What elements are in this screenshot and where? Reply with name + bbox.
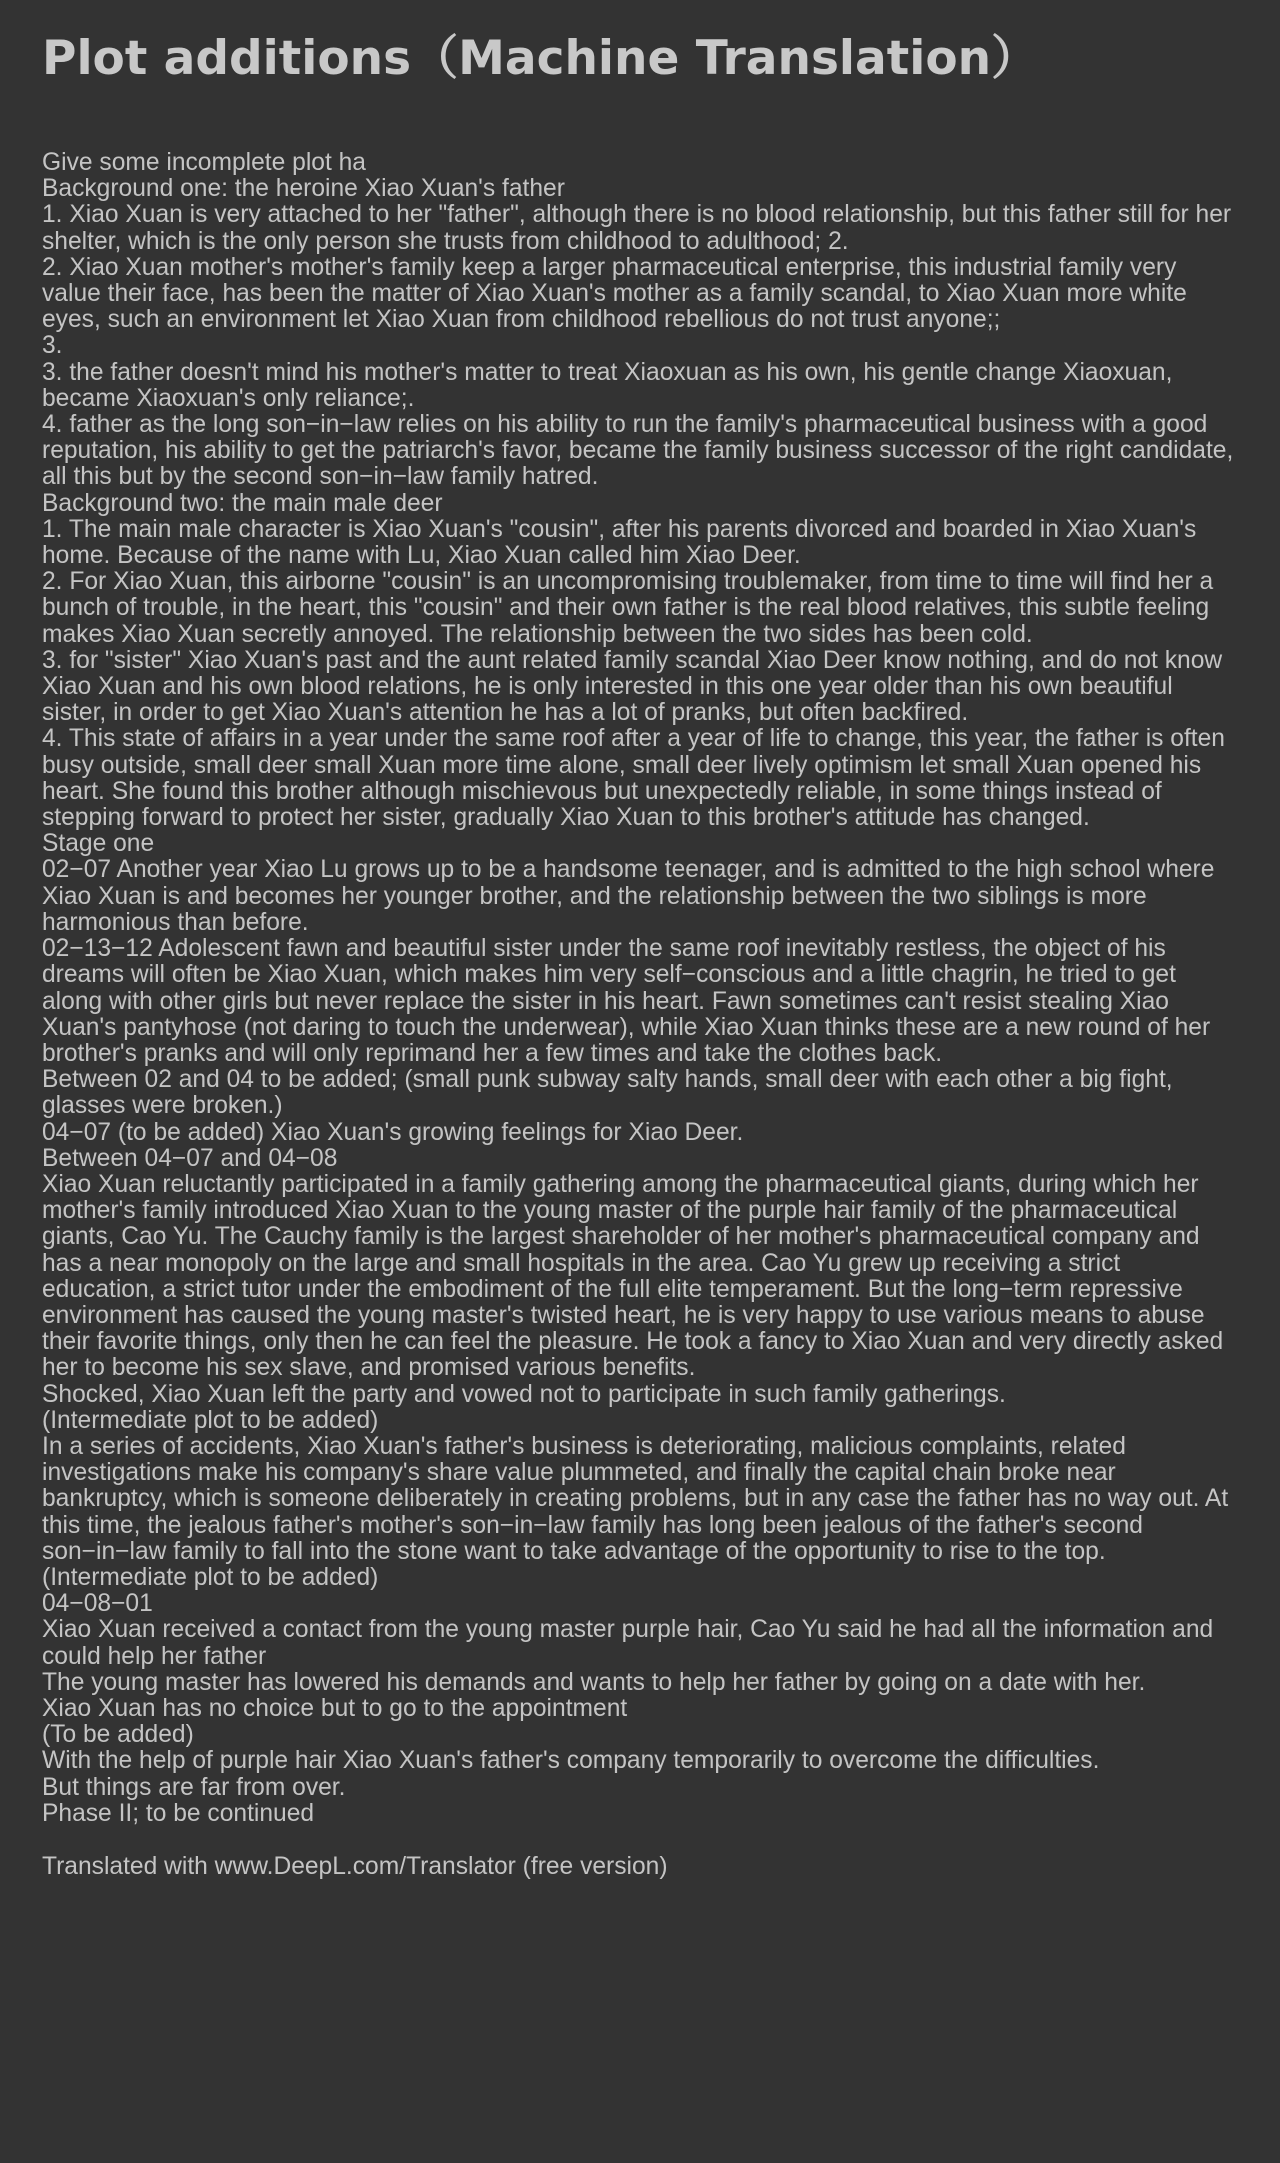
paragraph: 4. father as the long son−in−law relies on his ability to run the family's pharmaceutical business with a good reputation, his ability to get the patriarch's favor, became the family business successor of the right candidate, all this but by the second son−in−law family hatred.: [42, 411, 1234, 491]
paragraph: (To be added): [42, 1721, 194, 1749]
paragraph: With the help of purple hair Xiao Xuan's father's company temporarily to overcome the difficulties.: [42, 1747, 1100, 1775]
paragraph: 04−08−01: [42, 1590, 153, 1618]
paragraph: The young master has lowered his demands and wants to help her father by going on a date with her.: [42, 1668, 1146, 1696]
paragraph: Xiao Xuan received a contact from the young master purple hair, Cao Yu said he had all the information and could help her father: [42, 1616, 1214, 1670]
paragraph: 02−07 Another year Xiao Lu grows up to be a handsome teenager, and is admitted to the high school where Xiao Xuan is and becomes her younger brother, and the relationship between the two siblings is more harmonious than before.: [42, 856, 1215, 936]
paragraph: Give some incomplete plot ha: [42, 149, 366, 176]
paragraph: Xiao Xuan reluctantly participated in a family gathering among the pharmaceutical giants, during which her mother's family introduced Xiao Xuan to the young master of the purple hair family of the pharmaceutical giants, Cao Yu. The Cauchy family is the largest shareholder of her mother's pharmaceutical company and has a near monopoly on the large and small hospitals in the area. Cao Yu grew up receiving a strict education, a strict tutor under the embodiment of the full elite temperament. But the long−term repressive environment has caused the young master's twisted heart, he is very happy to use various means to abuse their favorite things, only then he can feel the pleasure. He took a fancy to Xiao Xuan and very directly asked her to become his sex slave, and promised various benefits.: [42, 1170, 1224, 1382]
paragraph: Phase II; to be continued: [42, 1799, 315, 1827]
paragraph: Between 04−07 and 04−08: [42, 1144, 338, 1172]
paragraph: 04−07 (to be added) Xiao Xuan's growing feelings for Xiao Deer.: [42, 1118, 744, 1146]
paragraph: In a series of accidents, Xiao Xuan's father's business is deteriorating, malicious complaints, related investigations make his company's share value plummeted, and finally the capital chain broke near bankruptcy, which is someone deliberately in creating problems, but in any case the father has no way out. At this time, the jealous father's mother's son−in−law family has long been jealous of the father's second son−in−law family to fall into the stone want to take advantage of the opportunity to rise to the top.: [42, 1432, 1229, 1565]
paragraph: 3. for "sister" Xiao Xuan's past and the aunt related family scandal Xiao Deer know nothing, and do not know Xiao Xuan and his own blood relations, he is only interested in this one year older than his own beautiful sister, in order to get Xiao Xuan's attention he has a lot of pranks, but often backfired.: [42, 646, 1223, 727]
paragraph: Xiao Xuan has no choice but to go to the appointment: [42, 1694, 628, 1722]
paragraph: 1. Xiao Xuan is very attached to her "father", although there is no blood relationship, but this father still for her shelter, which is the only person she trusts from childhood to adulthood; 2.: [42, 201, 1232, 255]
paragraph: (Intermediate plot to be added): [42, 1563, 379, 1591]
paragraph: Stage one: [42, 830, 155, 858]
paragraph: Background two: the main male deer: [42, 489, 443, 517]
paragraph: 1. The main male character is Xiao Xuan's "cousin", after his parents divorced and boarded in Xiao Xuan's home. Because of the name with Lu, Xiao Xuan called him Xiao Deer.: [42, 515, 1197, 570]
paragraph: Between 02 and 04 to be added; (small punk subway salty hands, small deer with each other a big fight, glasses were broken.): [42, 1066, 1173, 1120]
page-title: Plot additions（Machine Translation）: [42, 31, 1039, 86]
paragraph: But things are far from over.: [42, 1773, 346, 1801]
body-text: [42, 150, 1240, 1827]
paragraph: 4. This state of affairs in a year under the same roof after a year of life to change, this year, the father is often busy outside, small deer small Xuan more time alone, small deer lively optimism let small Xuan opened his heart. She found this brother although mischievous but unexpectedly reliable, in some things instead of stepping forward to protect her sister, gradually Xiao Xuan to this brother's attitude has changed.: [42, 725, 1225, 832]
translation-credit: Translated with www.DeepL.com/Translator (free version): [42, 1853, 668, 1880]
paragraph: 2. Xiao Xuan mother's mother's family keep a larger pharmaceutical enterprise, this industrial family very value their face, has been the matter of Xiao Xuan's mother as a family scandal, to Xiao Xuan more white eyes, such an environment let Xiao Xuan from childhood rebellious do not trust anyone;;: [42, 253, 1187, 334]
paragraph: Background one: the heroine Xiao Xuan's father: [42, 175, 565, 203]
paragraph: 02−13−12 Adolescent fawn and beautiful sister under the same roof inevitably restless, the object of his dreams will often be Xiao Xuan, which makes him very self−conscious and a little chagrin, he tried to get along with other girls but never replace the sister in his heart. Fawn sometimes can't resist stealing Xiao Xuan's pantyhose (not daring to touch the underwear), while Xiao Xuan thinks these are a new round of her brother's pranks and will only reprimand her a few times and take the clothes back.: [42, 935, 1211, 1067]
paragraph: 2. For Xiao Xuan, this airborne "cousin" is an uncompromising troublemaker, from time to time will find her a bunch of trouble, in the heart, this "cousin" and their own father is the real blood relatives, this subtle feeling makes Xiao Xuan secretly annoyed. The relationship between the two sides has been cold.: [42, 568, 1214, 648]
paragraph: 3. the father doesn't mind his mother's matter to treat Xiaoxuan as his own, his gentle change Xiaoxuan, became Xiaoxuan's only reliance;.: [42, 358, 1173, 412]
paragraph: Shocked, Xiao Xuan left the party and vowed not to participate in such family gatherings.: [42, 1380, 1006, 1408]
paragraph: 3.: [42, 332, 63, 360]
paragraph: (Intermediate plot to be added): [42, 1406, 379, 1434]
